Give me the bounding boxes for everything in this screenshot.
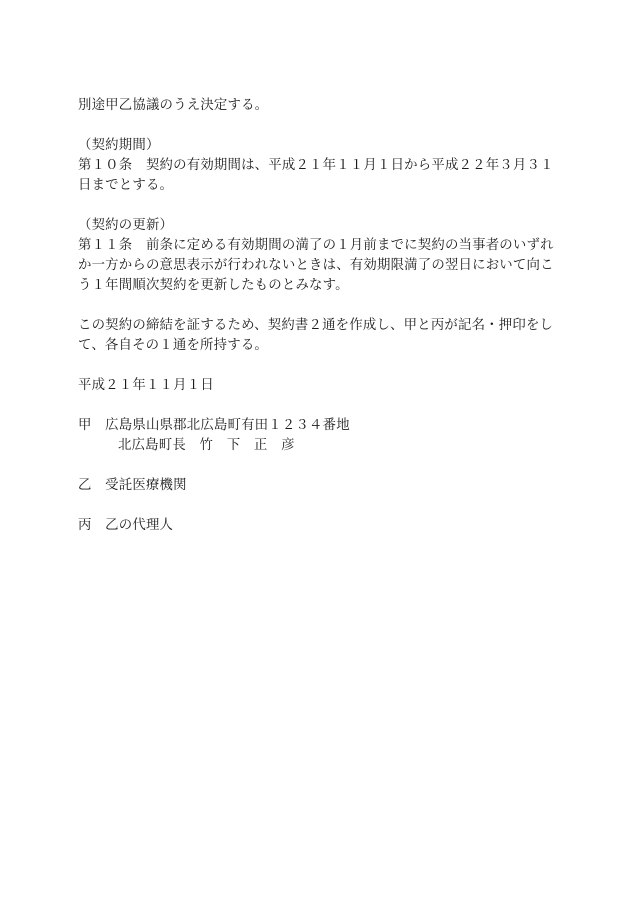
article-10-heading: （契約期間）	[78, 138, 160, 153]
party-a	[78, 416, 558, 456]
article-11-heading: （契約の更新）	[78, 218, 174, 233]
article-11	[78, 216, 558, 296]
contract-document	[78, 96, 558, 536]
article-10	[78, 136, 558, 196]
closing-clause-line-1: この契約の締結を証するため、契約書２通を作成し、甲と丙が記名・押印をし	[78, 318, 554, 333]
continuation-text: 別途甲乙協議のうえ決定する。	[78, 98, 269, 113]
contract-date: 平成２１年１１月１日	[78, 378, 214, 393]
party-a-address: 甲 広島県山県郡北広島町有田１２３４番地	[78, 418, 350, 433]
party-b: 乙 受託医療機関	[78, 478, 187, 493]
article-10-text-line-1: 第１０条 契約の有効期間は、平成２１年１１月１日から平成２２年３月３１	[78, 158, 554, 173]
article-11-text-line-2: か一方からの意思表示が行われないときは、有効期限満了の翌日において向こ	[78, 258, 554, 273]
party-a-representative: 北広島町長 竹 下 正 彦	[118, 438, 295, 453]
party-c: 丙 乙の代理人	[78, 518, 174, 533]
closing-clause-line-2: て、各自その１通を所持する。	[78, 338, 268, 353]
article-11-text-line-3: う１年間順次契約を更新したものとみなす。	[78, 278, 349, 293]
article-11-text-line-1: 第１１条 前条に定める有効期間の満了の１月前までに契約の当事者のいずれ	[78, 238, 554, 253]
article-10-text-line-2: 日までとする。	[78, 178, 174, 193]
closing-clause	[78, 316, 558, 356]
